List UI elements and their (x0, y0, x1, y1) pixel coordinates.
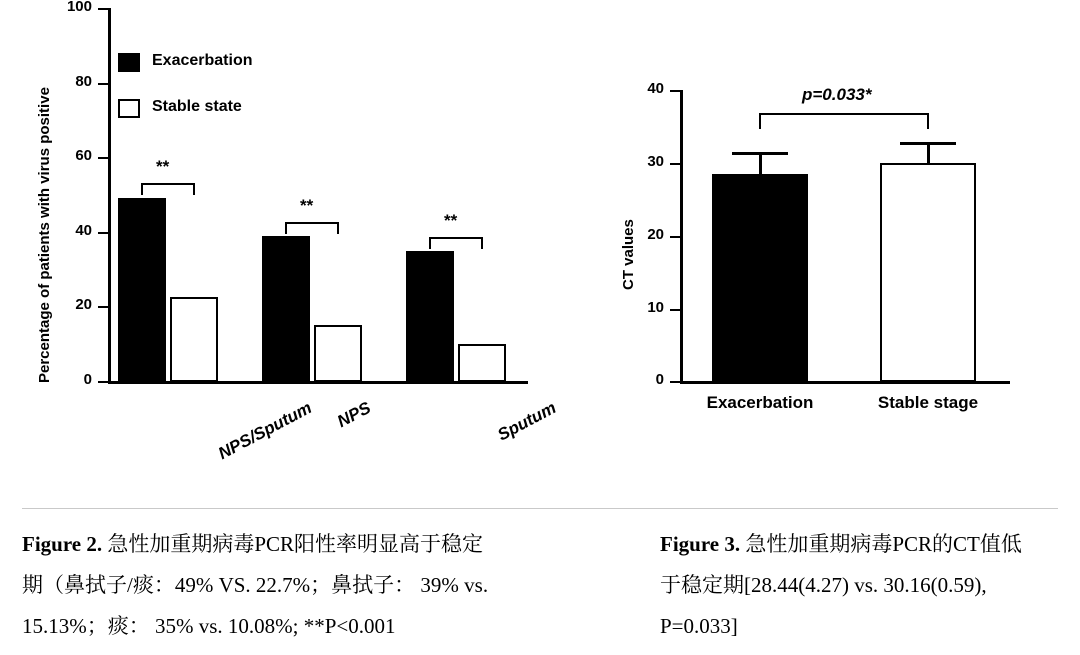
fig3-errorbar-exacerbation-cap (732, 152, 788, 155)
fig3-y-tick (670, 309, 681, 311)
fig3-y-tick (670, 90, 681, 92)
figure-2-caption (22, 524, 612, 647)
fig3-y-tick-label: 10 (647, 299, 664, 316)
fig2-legend-swatch-exacerbation (118, 53, 140, 72)
fig3-sig-bracket (759, 113, 929, 129)
fig2-y-tick-label: 0 (83, 371, 92, 388)
fig3-errorbar-stable-cap (900, 142, 956, 145)
fig2-sig-mark-3: ** (444, 211, 458, 230)
fig2-y-tick-label: 100 (66, 0, 92, 15)
fig2-y-tick-label: 80 (75, 73, 92, 90)
fig2-y-axis (108, 8, 111, 383)
fig2-x-category-nps-sputum: NPS/Sputum (215, 398, 315, 464)
fig2-bar-stable-nps-sputum (170, 297, 218, 382)
figure-3-caption-line-3: P=0.033] (660, 614, 738, 638)
fig2-bar-exacerbation-nps (262, 236, 310, 382)
fig2-bar-exacerbation-sputum (406, 251, 454, 382)
figure-3-caption-line-2: 于稳定期[28.44(4.27) vs. 30.16(0.59), (660, 573, 987, 597)
fig2-x-category-sputum: Sputum (494, 398, 560, 445)
fig3-x-category-stable-stage: Stable stage (877, 393, 979, 412)
fig2-sig-mark-1: ** (156, 157, 170, 176)
fig2-bar-stable-nps (314, 325, 362, 382)
fig2-sig-mark-2: ** (300, 196, 314, 215)
fig2-legend-label-stable-state: Stable state (152, 98, 242, 115)
fig3-p-value-annotation: p=0.033* (802, 85, 872, 104)
fig2-y-tick-label: 60 (75, 147, 92, 164)
fig3-errorbar-stable-stem (927, 142, 930, 165)
fig3-y-tick (670, 381, 681, 383)
fig2-y-tick (98, 306, 109, 308)
fig2-legend-swatch-stable-state (118, 99, 140, 118)
figure-2-caption-line-1 (22, 524, 612, 565)
fig3-y-tick-label: 0 (655, 371, 664, 388)
fig2-x-category-nps: NPS (334, 398, 374, 432)
fig3-errorbar-exacerbation-stem (759, 152, 762, 176)
fig3-y-tick-label: 30 (647, 153, 664, 170)
fig3-x-category-exacerbation: Exacerbation (706, 393, 814, 412)
fig2-bar-exacerbation-nps-sputum (118, 198, 166, 382)
fig2-y-tick-label: 40 (75, 222, 92, 239)
figure-3-caption-label: Figure 3. (660, 532, 741, 556)
fig2-y-axis-title: Percentage of patients with virus positive (36, 87, 53, 383)
fig3-y-axis-title: CT values (620, 219, 637, 290)
fig2-y-tick (98, 232, 109, 234)
fig2-bar-stable-sputum (458, 344, 506, 382)
fig2-y-tick (98, 8, 109, 10)
fig3-y-tick (670, 163, 681, 165)
figure-2-chart (0, 0, 620, 500)
fig2-sig-bracket-2 (285, 222, 339, 234)
fig3-bar-stable-stage (880, 163, 976, 382)
figure-2-caption-line-3: 15.13%；痰： 35% vs. 10.08%; **P<0.001 (22, 614, 396, 638)
figure-3-chart (620, 0, 1080, 500)
figure-3-caption (660, 524, 1080, 647)
figure-2-caption-line-1-text: 急性加重期病毒PCR阳性率明显高于稳定 (107, 532, 484, 556)
figure-2-caption-line-2: 期（鼻拭子/痰：49% VS. 22.7%；鼻拭子： 39% vs. (22, 573, 489, 597)
fig2-y-tick (98, 83, 109, 85)
fig2-sig-bracket-1 (141, 183, 195, 195)
fig2-sig-bracket-3 (429, 237, 483, 249)
figure-3-caption-line-1 (660, 524, 1080, 565)
caption-divider (22, 508, 1058, 509)
fig3-y-tick-label: 20 (647, 226, 664, 243)
fig2-y-tick (98, 381, 109, 383)
fig2-legend-label-exacerbation: Exacerbation (152, 52, 253, 69)
fig3-y-tick-label: 40 (647, 80, 664, 97)
fig2-y-tick-label: 20 (75, 296, 92, 313)
figure-3-caption-line-1-text: 急性加重期病毒PCR的CT值低 (745, 532, 1022, 556)
fig2-y-tick (98, 157, 109, 159)
fig3-y-tick (670, 236, 681, 238)
fig3-bar-exacerbation (712, 174, 808, 382)
figure-2-caption-label: Figure 2. (22, 532, 103, 556)
